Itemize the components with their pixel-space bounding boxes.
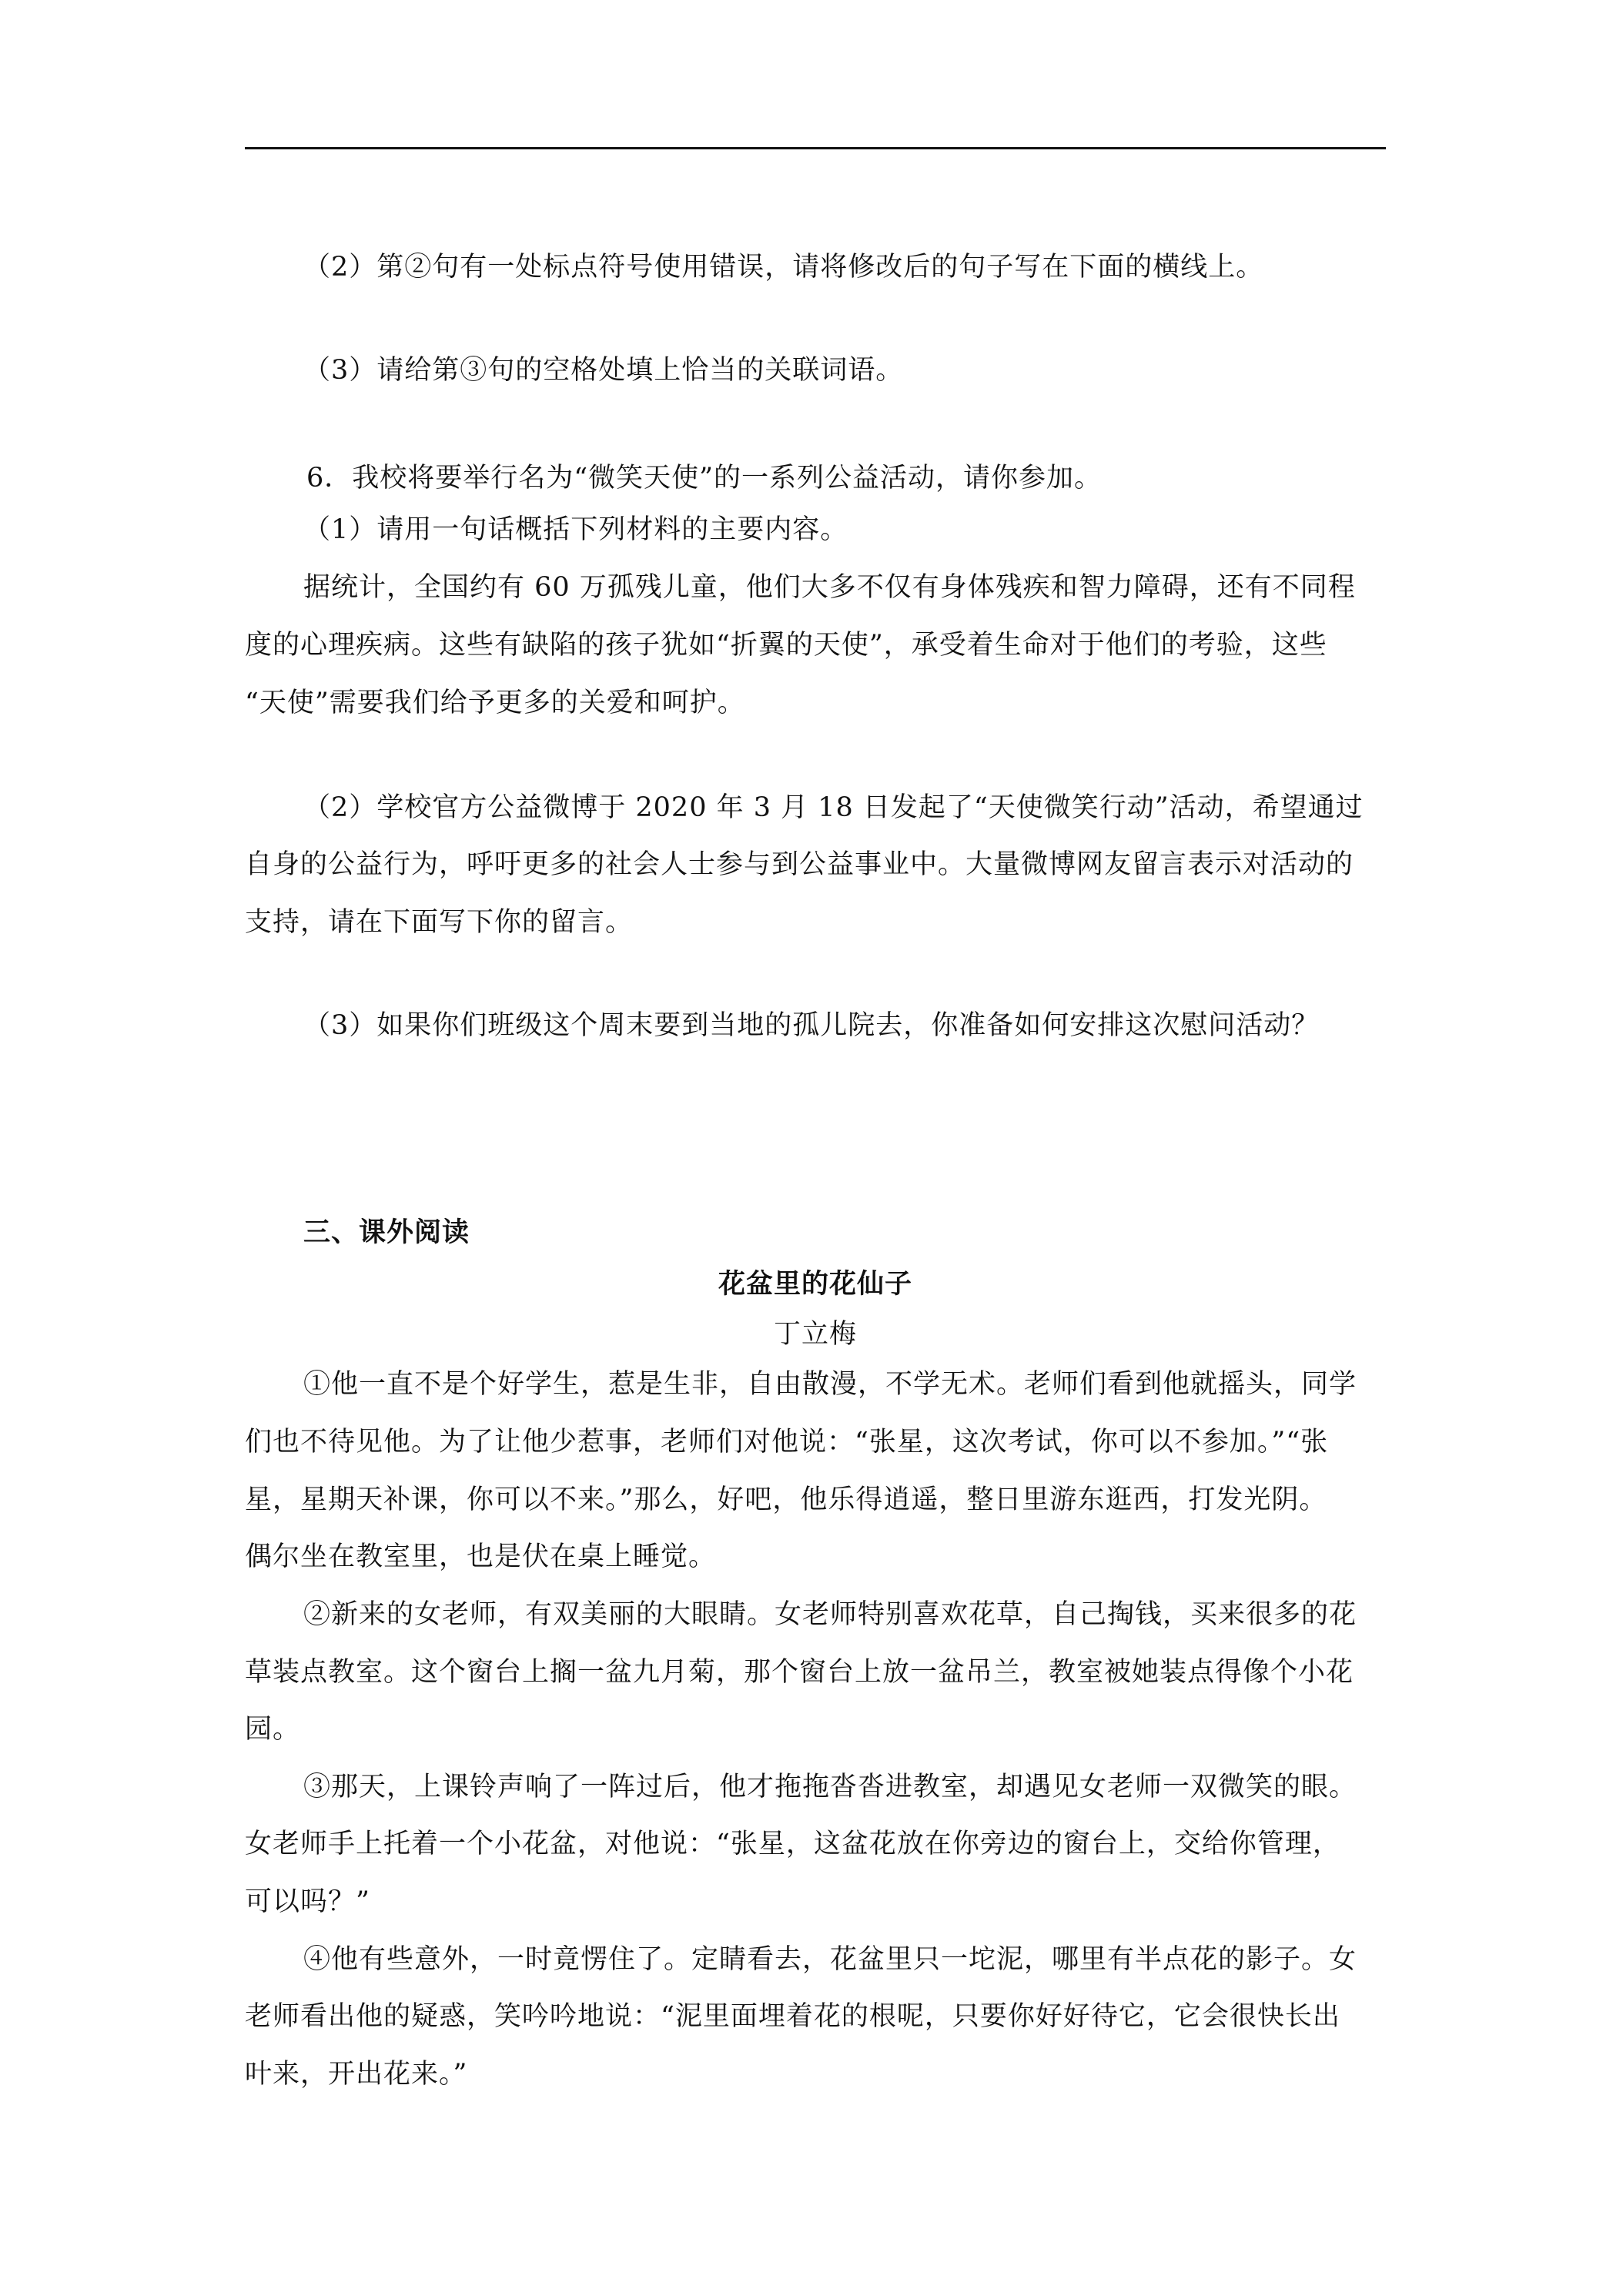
- article-p2-line: ②新来的女老师，有双美丽的大眼睛。女老师特别喜欢花草，自己掏钱，买来很多的花: [303, 1599, 1357, 1630]
- article-p4-line: 叶来，开出花来。”: [245, 2059, 468, 2090]
- q6-part2-line: 支持，请在下面写下你的留言。: [245, 907, 634, 938]
- q5-part2: （2）第②句有一处标点符号使用错误，请将修改后的句子写在下面的横线上。: [303, 252, 1264, 283]
- article-p3-line: 可以吗？”: [245, 1886, 370, 1917]
- article-p4-line: 老师看出他的疑惑，笑吟吟地说：“泥里面埋着花的根呢，只要你好好待它，它会很快长出: [245, 2001, 1340, 2032]
- q6-material-line: 度的心理疾病。这些有缺陷的孩子犹如“折翼的天使”，承受着生命对于他们的考验，这些: [245, 630, 1327, 661]
- article-p1-line: 星，星期天补课，你可以不来。”那么，好吧，他乐得逍遥，整日里游东逛西，打发光阴。: [245, 1484, 1327, 1515]
- article-p3-line: 女老师手上托着一个小花盆，对他说：“张星，这盆花放在你旁边的窗台上，交给你管理，: [245, 1829, 1340, 1859]
- header-rule: [245, 147, 1386, 149]
- q6-part2-line: 自身的公益行为，呼吁更多的社会人士参与到公益事业中。大量微博网友留言表示对活动的: [245, 849, 1354, 880]
- article-p1-line: ①他一直不是个好学生，惹是生非，自由散漫，不学无术。老师们看到他就摇头，同学: [303, 1369, 1357, 1400]
- q6-stem: 6．我校将要举行名为“微笑天使”的一系列公益活动，请你参加。: [306, 463, 1103, 494]
- article-p1-line: 偶尔坐在教室里，也是伏在桌上睡觉。: [245, 1541, 717, 1572]
- q6-material-line: 据统计，全国约有 60 万孤残儿童，他们大多不仅有身体残疾和智力障碍，还有不同程: [303, 572, 1356, 603]
- article-p1-line: 们也不待见他。为了让他少惹事，老师们对他说：“张星，这次考试，你可以不参加。”“张: [245, 1427, 1329, 1458]
- article-p3-line: ③那天，上课铃声响了一阵过后，他才拖拖沓沓进教室，却遇见女老师一双微笑的眼。: [303, 1772, 1357, 1802]
- q6-part3: （3）如果你们班级这个周末要到当地的孤儿院去，你准备如何安排这次慰问活动？: [303, 1010, 1320, 1041]
- article-p2-line: 草装点教室。这个窗台上搁一盆九月菊，那个窗台上放一盆吊兰，教室被她装点得像个小花: [245, 1657, 1354, 1688]
- q6-part2-line: （2）学校官方公益微博于 2020 年 3 月 18 日发起了“天使微笑行动”活动，希望通过: [303, 792, 1364, 823]
- article-title: 花盆里的花仙子: [718, 1268, 912, 1300]
- article-p2-line: 园。: [245, 1714, 301, 1745]
- q6-part1: （1）请用一句话概括下列材料的主要内容。: [303, 514, 848, 545]
- article-author: 丁立梅: [773, 1319, 857, 1350]
- section-heading: 三、课外阅读: [303, 1217, 470, 1248]
- q5-part3: （3）请给第③句的空格处填上恰当的关联词语。: [303, 355, 904, 386]
- q6-material-line: “天使”需要我们给予更多的关爱和呵护。: [245, 688, 745, 718]
- article-p4-line: ④他有些意外，一时竟愣住了。定睛看去，花盆里只一坨泥，哪里有半点花的影子。女: [303, 1944, 1357, 1975]
